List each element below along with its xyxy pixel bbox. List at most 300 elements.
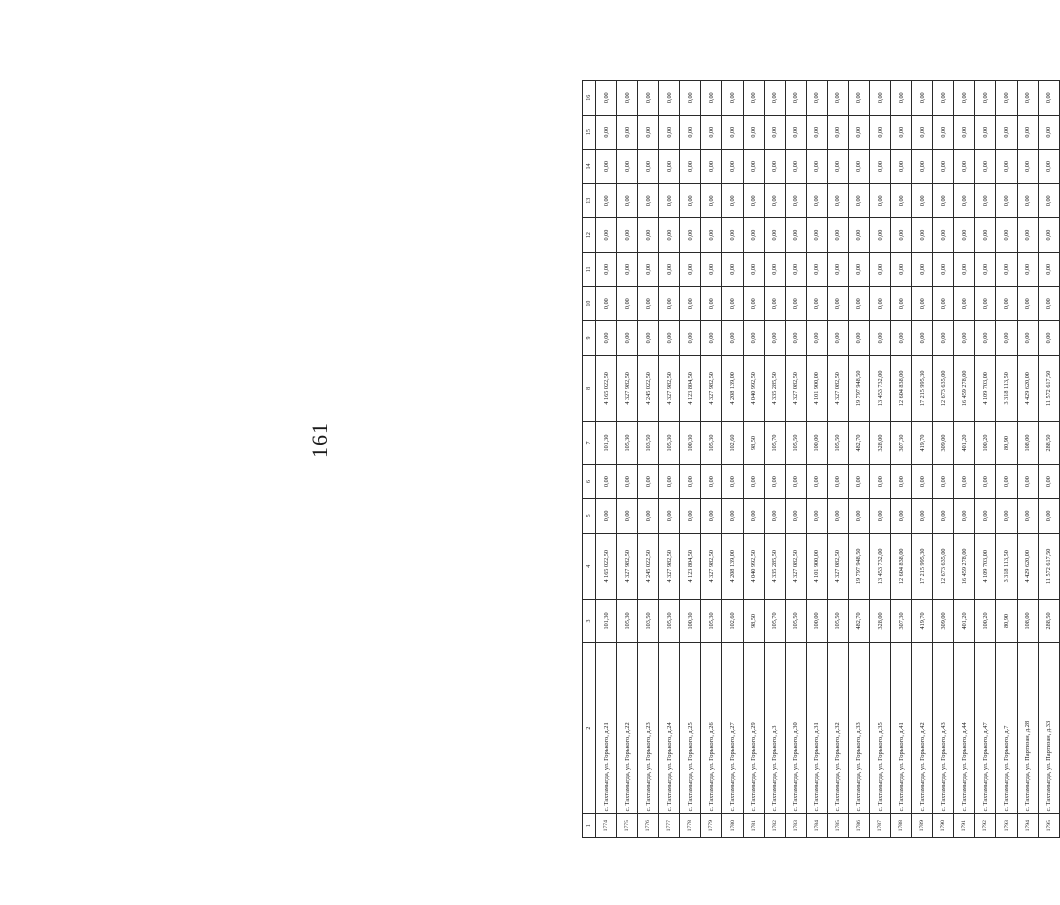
value-cell: 0,00	[617, 287, 638, 321]
address-cell: с. Тахтамыгда, ул. Партизан, д.28	[1017, 642, 1038, 814]
table-row	[596, 81, 617, 838]
value-cell: 419,70	[912, 422, 933, 465]
value-cell: 0,00	[933, 287, 954, 321]
value-cell: 0,00	[659, 149, 680, 183]
value-cell: 0,00	[806, 184, 827, 218]
value-cell: 0,00	[996, 149, 1017, 183]
value-cell: 0,00	[743, 287, 764, 321]
value-cell: 105,30	[659, 422, 680, 465]
value-cell: 0,00	[617, 252, 638, 286]
value-cell: 0,00	[848, 184, 869, 218]
value-cell: 100,30	[680, 422, 701, 465]
value-cell: 0,00	[680, 464, 701, 498]
value-cell: 13 453 732,00	[870, 355, 891, 421]
row-number-cell: 1782	[764, 814, 785, 838]
value-cell: 0,00	[954, 81, 975, 116]
value-cell: 0,00	[659, 321, 680, 355]
value-cell: 0,00	[912, 252, 933, 286]
value-cell: 0,00	[638, 149, 659, 183]
column-header: 16	[583, 81, 596, 116]
value-cell: 0,00	[848, 149, 869, 183]
table-row	[891, 81, 912, 838]
value-cell: 0,00	[638, 287, 659, 321]
value-cell: 0,00	[912, 321, 933, 355]
value-cell: 0,00	[701, 287, 722, 321]
table-row	[701, 81, 722, 838]
value-cell: 0,00	[764, 287, 785, 321]
value-cell: 0,00	[596, 321, 617, 355]
value-cell: 0,00	[870, 218, 891, 252]
column-header: 6	[583, 464, 596, 498]
value-cell: 0,00	[870, 252, 891, 286]
value-cell: 0,00	[1038, 115, 1059, 149]
value-cell: 0,00	[1038, 321, 1059, 355]
value-cell: 0,00	[743, 252, 764, 286]
table-row	[996, 81, 1017, 838]
address-cell: с. Тахтамыгда, ул. Горького, д.27	[722, 642, 743, 814]
value-cell: 0,00	[912, 464, 933, 498]
row-number-cell: 1779	[701, 814, 722, 838]
value-cell: 0,00	[996, 287, 1017, 321]
value-cell: 108,00	[1017, 422, 1038, 465]
value-cell: 101,30	[596, 600, 617, 643]
table-row	[764, 81, 785, 838]
value-cell: 0,00	[764, 499, 785, 533]
value-cell: 0,00	[933, 218, 954, 252]
address-cell: с. Тахтамыгда, ул. Горького, д.26	[701, 642, 722, 814]
value-cell: 0,00	[848, 252, 869, 286]
value-cell: 17 215 995,30	[912, 355, 933, 421]
value-cell: 4 335 285,50	[764, 533, 785, 599]
value-cell: 12 673 635,00	[933, 355, 954, 421]
row-number-cell: 1775	[617, 814, 638, 838]
value-cell: 0,00	[617, 218, 638, 252]
value-cell: 105,70	[764, 422, 785, 465]
value-cell: 4 327 982,50	[617, 533, 638, 599]
value-cell: 0,00	[975, 287, 996, 321]
value-cell: 0,00	[827, 464, 848, 498]
table-row	[617, 81, 638, 838]
address-cell: с. Тахтамыгда, ул. Горького, д.30	[785, 642, 806, 814]
value-cell: 0,00	[806, 287, 827, 321]
address-cell: с. Тахтамыгда, ул. Горького, д.25	[680, 642, 701, 814]
value-cell: 0,00	[596, 252, 617, 286]
value-cell: 0,00	[1017, 499, 1038, 533]
value-cell: 0,00	[933, 81, 954, 116]
table-row	[954, 81, 975, 838]
value-cell: 4 208 139,00	[722, 533, 743, 599]
address-cell: с. Тахтамыгда, ул. Горького, д.42	[912, 642, 933, 814]
value-cell: 108,00	[1017, 600, 1038, 643]
column-header: 2	[583, 642, 596, 814]
value-cell: 0,00	[743, 149, 764, 183]
value-cell: 0,00	[638, 321, 659, 355]
value-cell: 0,00	[891, 252, 912, 286]
column-header: 3	[583, 600, 596, 643]
row-number-cell: 1793	[996, 814, 1017, 838]
value-cell: 0,00	[722, 218, 743, 252]
value-cell: 0,00	[743, 115, 764, 149]
value-cell: 0,00	[617, 499, 638, 533]
value-cell: 0,00	[764, 149, 785, 183]
value-cell: 102,60	[722, 422, 743, 465]
value-cell: 288,50	[1038, 422, 1059, 465]
value-cell: 0,00	[722, 499, 743, 533]
value-cell: 328,00	[870, 422, 891, 465]
column-header: 5	[583, 499, 596, 533]
value-cell: 0,00	[722, 149, 743, 183]
value-cell: 0,00	[891, 149, 912, 183]
value-cell: 0,00	[891, 287, 912, 321]
value-cell: 0,00	[933, 252, 954, 286]
value-cell: 0,00	[1038, 287, 1059, 321]
value-cell: 0,00	[701, 115, 722, 149]
value-cell: 12 604 838,00	[891, 355, 912, 421]
value-cell: 0,00	[996, 115, 1017, 149]
value-cell: 0,00	[764, 218, 785, 252]
value-cell: 105,50	[827, 600, 848, 643]
value-cell: 0,00	[659, 287, 680, 321]
table-row	[933, 81, 954, 838]
value-cell: 0,00	[933, 149, 954, 183]
value-cell: 0,00	[1017, 252, 1038, 286]
row-number-cell: 1785	[827, 814, 848, 838]
value-cell: 0,00	[975, 464, 996, 498]
value-cell: 0,00	[596, 184, 617, 218]
value-cell: 0,00	[722, 81, 743, 116]
value-cell: 105,30	[701, 422, 722, 465]
value-cell: 19 797 948,50	[848, 355, 869, 421]
value-cell: 0,00	[680, 499, 701, 533]
value-cell: 0,00	[701, 149, 722, 183]
address-cell: с. Тахтамыгда, ул. Горького, д.24	[659, 642, 680, 814]
value-cell: 0,00	[870, 499, 891, 533]
value-cell: 105,30	[617, 600, 638, 643]
value-cell: 0,00	[933, 321, 954, 355]
value-cell: 0,00	[1017, 321, 1038, 355]
value-cell: 0,00	[785, 321, 806, 355]
column-header: 1	[583, 814, 596, 838]
value-cell: 0,00	[912, 287, 933, 321]
row-number-cell: 1777	[659, 814, 680, 838]
value-cell: 0,00	[933, 464, 954, 498]
value-cell: 4 101 900,00	[806, 533, 827, 599]
value-cell: 0,00	[870, 115, 891, 149]
value-cell: 100,20	[975, 422, 996, 465]
table-row	[806, 81, 827, 838]
table-row	[638, 81, 659, 838]
value-cell: 19 797 948,50	[848, 533, 869, 599]
value-cell: 0,00	[806, 149, 827, 183]
column-header: 15	[583, 115, 596, 149]
address-cell: с. Тахтамыгда, ул. Горького, д.35	[870, 642, 891, 814]
row-number-cell: 1778	[680, 814, 701, 838]
address-cell: с. Тахтамыгда, ул. Горького, д.22	[617, 642, 638, 814]
value-cell: 0,00	[785, 218, 806, 252]
value-cell: 0,00	[764, 184, 785, 218]
value-cell: 401,20	[954, 600, 975, 643]
value-cell: 103,50	[638, 600, 659, 643]
value-cell: 0,00	[743, 218, 764, 252]
value-cell: 0,00	[680, 321, 701, 355]
column-header: 14	[583, 149, 596, 183]
value-cell: 0,00	[764, 252, 785, 286]
value-cell: 0,00	[1017, 464, 1038, 498]
address-cell: с. Тахтамыгда, ул. Горького, д.31	[806, 642, 827, 814]
value-cell: 0,00	[596, 464, 617, 498]
value-cell: 4 245 022,50	[638, 533, 659, 599]
value-cell: 0,00	[596, 149, 617, 183]
value-cell: 4 165 022,50	[596, 533, 617, 599]
value-cell: 0,00	[701, 81, 722, 116]
value-cell: 0,00	[996, 81, 1017, 116]
value-cell: 482,70	[848, 422, 869, 465]
value-cell: 0,00	[891, 115, 912, 149]
value-cell: 0,00	[785, 184, 806, 218]
value-cell: 0,00	[827, 184, 848, 218]
value-cell: 0,00	[806, 218, 827, 252]
housing-register-table	[582, 80, 1060, 838]
value-cell: 0,00	[743, 184, 764, 218]
value-cell: 4 245 022,50	[638, 355, 659, 421]
row-number-cell: 1790	[933, 814, 954, 838]
value-cell: 0,00	[722, 252, 743, 286]
value-cell: 0,00	[617, 464, 638, 498]
value-cell: 0,00	[996, 321, 1017, 355]
value-cell: 0,00	[785, 115, 806, 149]
value-cell: 288,50	[1038, 600, 1059, 643]
table-row	[912, 81, 933, 838]
value-cell: 0,00	[659, 464, 680, 498]
row-number-cell: 1780	[722, 814, 743, 838]
value-cell: 307,30	[891, 422, 912, 465]
value-cell: 0,00	[848, 464, 869, 498]
value-cell: 0,00	[596, 499, 617, 533]
value-cell: 0,00	[975, 218, 996, 252]
value-cell: 100,00	[806, 600, 827, 643]
value-cell: 0,00	[806, 464, 827, 498]
value-cell: 401,20	[954, 422, 975, 465]
row-number-cell: 1784	[806, 814, 827, 838]
value-cell: 0,00	[827, 218, 848, 252]
value-cell: 100,00	[806, 422, 827, 465]
address-cell: с. Тахтамыгда, ул. Партизан, д.33	[1038, 642, 1059, 814]
value-cell: 0,00	[722, 321, 743, 355]
value-cell: 4 327 082,50	[785, 355, 806, 421]
value-cell: 0,00	[617, 81, 638, 116]
value-cell: 0,00	[848, 218, 869, 252]
value-cell: 0,00	[764, 115, 785, 149]
value-cell: 0,00	[1017, 81, 1038, 116]
value-cell: 0,00	[596, 218, 617, 252]
value-cell: 4 109 703,00	[975, 533, 996, 599]
table-row	[848, 81, 869, 838]
value-cell: 103,50	[638, 422, 659, 465]
value-cell: 0,00	[659, 252, 680, 286]
value-cell: 0,00	[785, 287, 806, 321]
value-cell: 0,00	[975, 149, 996, 183]
table-row	[1017, 81, 1038, 838]
value-cell: 0,00	[891, 321, 912, 355]
value-cell: 0,00	[954, 321, 975, 355]
value-cell: 307,30	[891, 600, 912, 643]
value-cell: 100,30	[680, 600, 701, 643]
value-cell: 0,00	[891, 218, 912, 252]
value-cell: 0,00	[954, 499, 975, 533]
value-cell: 0,00	[912, 184, 933, 218]
table-row	[680, 81, 701, 838]
value-cell: 0,00	[638, 218, 659, 252]
value-cell: 0,00	[806, 499, 827, 533]
value-cell: 0,00	[638, 81, 659, 116]
value-cell: 105,30	[701, 600, 722, 643]
value-cell: 0,00	[659, 81, 680, 116]
value-cell: 328,00	[870, 600, 891, 643]
table-row	[722, 81, 743, 838]
value-cell: 0,00	[848, 81, 869, 116]
table-row	[870, 81, 891, 838]
value-cell: 0,00	[827, 149, 848, 183]
value-cell: 0,00	[1038, 184, 1059, 218]
value-cell: 0,00	[743, 321, 764, 355]
value-cell: 0,00	[596, 81, 617, 116]
value-cell: 100,20	[975, 600, 996, 643]
value-cell: 105,30	[659, 600, 680, 643]
value-cell: 0,00	[743, 81, 764, 116]
value-cell: 0,00	[764, 321, 785, 355]
value-cell: 4 327 982,50	[659, 533, 680, 599]
row-number-cell: 1787	[870, 814, 891, 838]
value-cell: 105,50	[785, 422, 806, 465]
value-cell: 0,00	[722, 287, 743, 321]
value-cell: 4 429 620,00	[1017, 533, 1038, 599]
value-cell: 0,00	[806, 321, 827, 355]
value-cell: 0,00	[933, 184, 954, 218]
value-cell: 0,00	[680, 115, 701, 149]
table-row	[975, 81, 996, 838]
value-cell: 0,00	[701, 321, 722, 355]
column-header: 7	[583, 422, 596, 465]
value-cell: 0,00	[1038, 218, 1059, 252]
value-cell: 0,00	[1017, 149, 1038, 183]
value-cell: 3 318 113,50	[996, 533, 1017, 599]
value-cell: 0,00	[1017, 184, 1038, 218]
value-cell: 0,00	[954, 252, 975, 286]
row-number-cell: 1792	[975, 814, 996, 838]
value-cell: 309,00	[933, 600, 954, 643]
column-header: 13	[583, 184, 596, 218]
value-cell: 0,00	[680, 287, 701, 321]
table-row	[827, 81, 848, 838]
value-cell: 0,00	[596, 115, 617, 149]
value-cell: 0,00	[806, 81, 827, 116]
value-cell: 0,00	[954, 464, 975, 498]
header-row	[583, 81, 596, 838]
value-cell: 0,00	[870, 81, 891, 116]
value-cell: 0,00	[975, 115, 996, 149]
value-cell: 0,00	[743, 464, 764, 498]
value-cell: 105,50	[785, 600, 806, 643]
value-cell: 309,00	[933, 422, 954, 465]
value-cell: 0,00	[638, 115, 659, 149]
value-cell: 105,50	[827, 422, 848, 465]
value-cell: 0,00	[617, 321, 638, 355]
value-cell: 0,00	[848, 287, 869, 321]
address-cell: с. Тахтамыгда, ул. Горького, д.43	[933, 642, 954, 814]
value-cell: 0,00	[638, 184, 659, 218]
value-cell: 16 459 278,00	[954, 355, 975, 421]
value-cell: 0,00	[827, 321, 848, 355]
column-header: 8	[583, 355, 596, 421]
column-header: 11	[583, 252, 596, 286]
value-cell: 0,00	[659, 499, 680, 533]
row-number-cell: 1774	[596, 814, 617, 838]
value-cell: 0,00	[996, 184, 1017, 218]
address-cell: с. Тахтамыгда, ул. Горького, д.7	[996, 642, 1017, 814]
row-number-cell: 1786	[848, 814, 869, 838]
value-cell: 0,00	[848, 321, 869, 355]
value-cell: 0,00	[722, 115, 743, 149]
value-cell: 0,00	[912, 81, 933, 116]
value-cell: 4 101 900,00	[806, 355, 827, 421]
value-cell: 0,00	[1038, 149, 1059, 183]
value-cell: 0,00	[1017, 115, 1038, 149]
value-cell: 0,00	[975, 184, 996, 218]
value-cell: 0,00	[827, 499, 848, 533]
address-cell: с. Тахтамыгда, ул. Горького, д.29	[743, 642, 764, 814]
address-cell: с. Тахтамыгда, ул. Горького, д.21	[596, 642, 617, 814]
value-cell: 0,00	[764, 464, 785, 498]
value-cell: 12 604 838,00	[891, 533, 912, 599]
value-cell: 0,00	[638, 252, 659, 286]
value-cell: 102,60	[722, 600, 743, 643]
column-header: 9	[583, 321, 596, 355]
value-cell: 0,00	[596, 287, 617, 321]
value-cell: 0,00	[975, 252, 996, 286]
value-cell: 0,00	[954, 149, 975, 183]
value-cell: 4 109 703,00	[975, 355, 996, 421]
value-cell: 0,00	[785, 464, 806, 498]
value-cell: 4 327 982,50	[659, 355, 680, 421]
column-header: 4	[583, 533, 596, 599]
value-cell: 0,00	[933, 115, 954, 149]
value-cell: 0,00	[680, 218, 701, 252]
value-cell: 0,00	[701, 252, 722, 286]
value-cell: 80,90	[996, 422, 1017, 465]
value-cell: 0,00	[933, 499, 954, 533]
value-cell: 80,90	[996, 600, 1017, 643]
value-cell: 0,00	[891, 464, 912, 498]
value-cell: 0,00	[659, 218, 680, 252]
value-cell: 0,00	[870, 287, 891, 321]
value-cell: 0,00	[806, 252, 827, 286]
value-cell: 0,00	[722, 464, 743, 498]
address-cell: с. Тахтамыгда, ул. Горького, д.32	[827, 642, 848, 814]
value-cell: 0,00	[722, 184, 743, 218]
value-cell: 0,00	[1017, 218, 1038, 252]
value-cell: 13 453 732,00	[870, 533, 891, 599]
value-cell: 0,00	[680, 252, 701, 286]
value-cell: 4 040 992,50	[743, 533, 764, 599]
value-cell: 0,00	[912, 499, 933, 533]
value-cell: 4 327 082,50	[827, 355, 848, 421]
table-row	[785, 81, 806, 838]
value-cell: 0,00	[996, 252, 1017, 286]
value-cell: 0,00	[617, 184, 638, 218]
value-cell: 0,00	[996, 464, 1017, 498]
value-cell: 4 123 804,50	[680, 533, 701, 599]
value-cell: 3 318 113,50	[996, 355, 1017, 421]
